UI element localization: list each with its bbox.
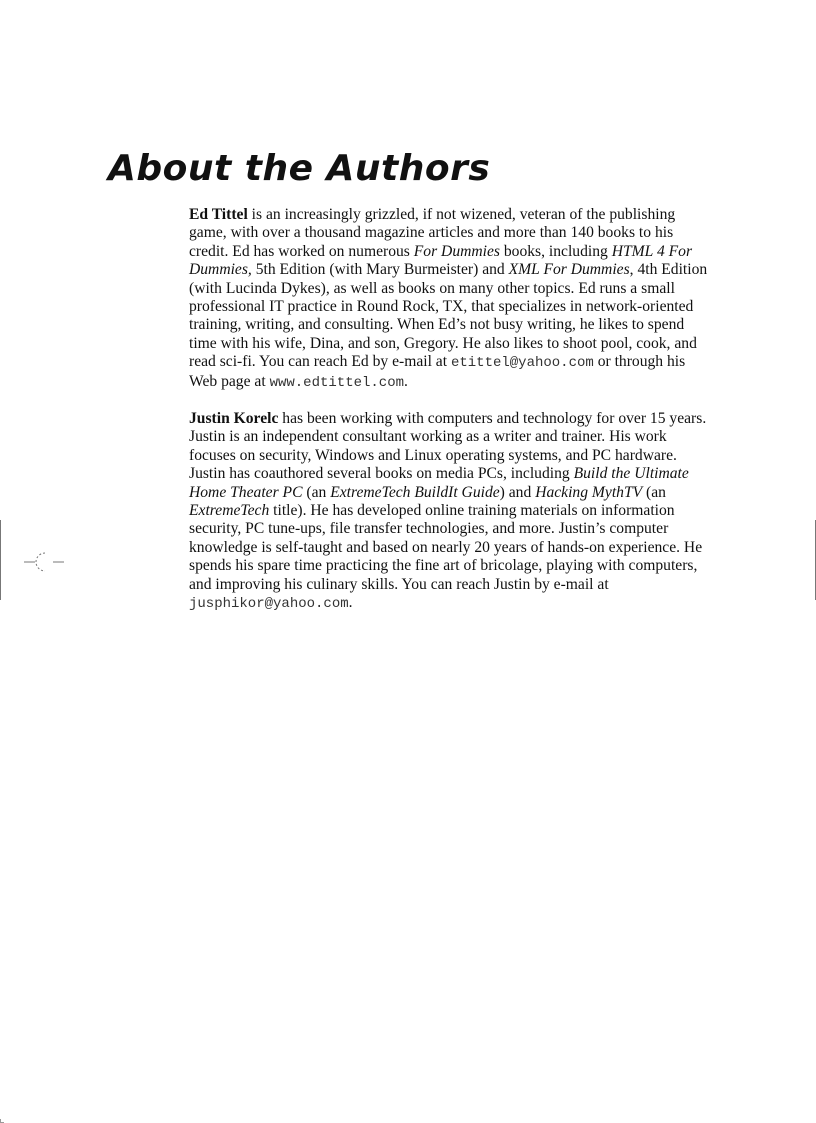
registration-mark-icon — [24, 550, 66, 574]
bio-text: or through his Web page at — [189, 353, 686, 390]
bio-text: has been working with computers and technology for over 15 years. Justin is an independent consultant working as a writer and trainer. His work focuses on security, Windows and Linux operating systems, and PC hardware. Justin has coauthored several books on media PCs, including — [189, 410, 707, 483]
book-series-title: ExtremeTech — [189, 502, 270, 520]
author-name: Ed Tittel — [189, 206, 248, 223]
left-crop-mark — [0, 520, 13, 600]
book-series-title: For Dummies — [413, 242, 500, 260]
bio-text: (an — [302, 483, 331, 501]
email-address: etittel@yahoo.com — [450, 355, 594, 372]
book-title: HTML 4 For Dummies, — [189, 242, 693, 279]
book-title: ExtremeTech BuildIt Guide — [330, 483, 500, 501]
bio-text: books, including — [499, 242, 612, 260]
page-title: About the Authors — [108, 148, 491, 189]
bio-text: (an — [642, 483, 666, 501]
bio-text: title). He has developed online training materials on information security, PC tune-ups, file transfer technologies, and more. Justin’s computer knowledge is self-taught and based on nearly 20 years of hands-on experience. He spends his spare time practicing the fine art of bricolage, playing with computers, and improving his culinary skills. You can reach Justin by e-mail at — [189, 502, 703, 593]
author-bio-ed-tittel — [189, 206, 709, 392]
bio-text: . — [404, 372, 408, 390]
bio-text: ) and — [499, 483, 536, 501]
bio-text: . — [348, 594, 353, 612]
book-title: Hacking MythTV — [535, 483, 643, 501]
email-address: jusphikor@yahoo.com — [189, 596, 349, 613]
author-name: Justin Korelc — [189, 410, 279, 427]
book-title: Build the Ultimate Home Theater PC — [189, 465, 689, 501]
book-title: XML For Dummies — [508, 261, 630, 279]
author-bio-justin-korelc — [189, 410, 709, 613]
bio-text: 5th Edition (with Mary Burmeister) and — [251, 261, 509, 279]
website-address: www.edtittel.com — [269, 374, 404, 391]
bio-text: , 4th Edition (with Lucinda Dykes), as well as books on many other topics. Ed runs a small professional IT practice in Round Rock, TX, that specializes in network-oriented training, writing, and consulting. When Ed’s not busy writing, he likes to spend time with his wife, Dina, and son, Gregory. He also likes to shoot pool, cook, and read sci-fi. You can reach Ed by e-mail at — [189, 261, 708, 371]
bio-text: is an increasingly grizzled, if not wizened, veteran of the publishing game, with over a thousand magazine articles and more than 140 books to his credit. Ed has worked on numerous — [189, 206, 676, 260]
corner-crop-mark — [0, 1119, 4, 1123]
